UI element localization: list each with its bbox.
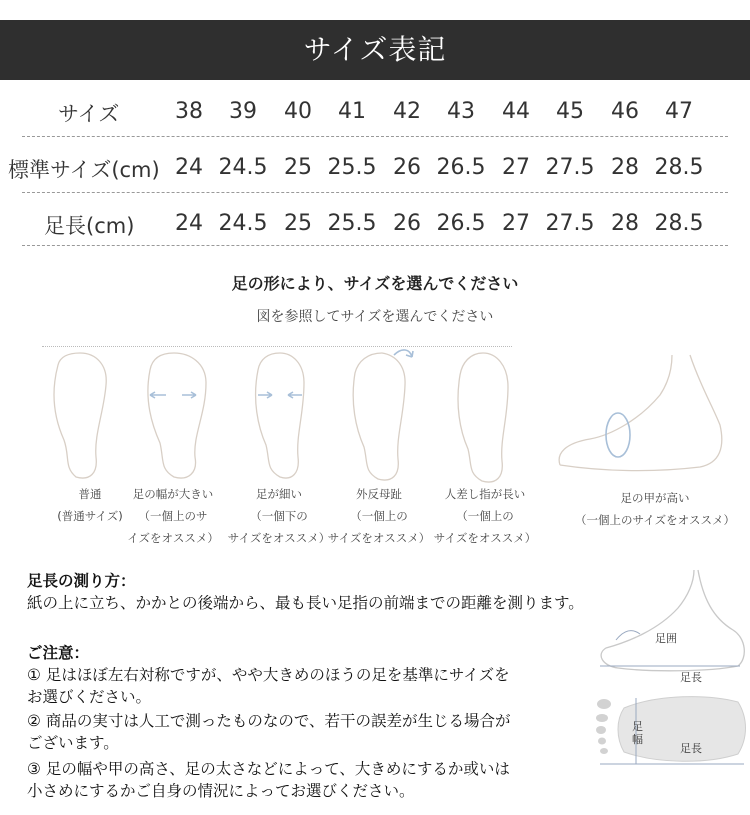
arrow-icon bbox=[258, 392, 272, 398]
notes-title: ご注意： bbox=[27, 644, 90, 662]
table-cell: 28.5 bbox=[654, 211, 704, 236]
table-cell: 26 bbox=[393, 211, 421, 236]
table-cell: 27 bbox=[502, 155, 530, 180]
divider bbox=[22, 192, 728, 193]
table-cell: 25.5 bbox=[327, 211, 377, 236]
arrow-icon bbox=[288, 392, 302, 398]
table-cell: 39 bbox=[229, 99, 257, 124]
table-cell: 47 bbox=[665, 99, 693, 124]
row-label: 標準サイズ(cm) bbox=[8, 158, 160, 182]
table-cell: 38 bbox=[175, 99, 203, 124]
note-line: ② 商品の実寸は人工で測ったものなので、若干の誤差が生じる場合が bbox=[27, 712, 511, 730]
page-title: サイズ表記 bbox=[0, 20, 750, 80]
arrow-icon bbox=[182, 392, 196, 398]
table-cell: 46 bbox=[611, 99, 639, 124]
table-cell: 44 bbox=[502, 99, 530, 124]
table-cell: 45 bbox=[556, 99, 584, 124]
foot-caption-narrow: 足が細い （一個下の サイズをオススメ） bbox=[227, 487, 331, 545]
foot-long-toe-icon bbox=[458, 353, 508, 482]
note-line: ① 足はほぼ左右対称ですが、やや大きめのほうの足を基準にサイズを bbox=[27, 666, 510, 684]
girth-label: 足囲 bbox=[655, 632, 677, 645]
table-cell: 42 bbox=[393, 99, 421, 124]
table-cell: 27.5 bbox=[545, 155, 595, 180]
arch-ellipse-icon bbox=[606, 413, 630, 457]
table-cell: 24.5 bbox=[218, 155, 268, 180]
table-cell: 40 bbox=[284, 99, 312, 124]
table-cell: 26.5 bbox=[436, 155, 486, 180]
foot-caption-normal: 普通 (普通サイズ) bbox=[57, 487, 123, 523]
foot-guide-subtitle: 図を参照してサイズを選んでください bbox=[256, 309, 494, 325]
foot-narrow-icon bbox=[256, 353, 304, 478]
row-label: サイズ bbox=[58, 102, 120, 126]
width-label: 足幅 bbox=[632, 720, 643, 746]
table-cell: 28 bbox=[611, 155, 639, 180]
table-cell: 26.5 bbox=[436, 211, 486, 236]
note-line: 小さめにするかご自身の情況によってお選びください。 bbox=[27, 782, 415, 800]
toe-icon bbox=[600, 748, 608, 754]
foot-normal-icon bbox=[54, 353, 106, 478]
table-row bbox=[0, 143, 750, 193]
side-foot-icon bbox=[601, 570, 744, 671]
measure-text: 紙の上に立ち、かかとの後端から、最も長い足指の前端までの距離を測ります。 bbox=[27, 594, 584, 612]
measurement-diagram bbox=[588, 568, 748, 788]
table-cell: 25.5 bbox=[327, 155, 377, 180]
table-cell: 28 bbox=[611, 211, 639, 236]
toe-icon bbox=[597, 699, 611, 709]
foot-guide-title: 足の形により、サイズを選んでください bbox=[231, 274, 519, 293]
table-cell: 27.5 bbox=[545, 211, 595, 236]
foot-caption-long-toe: 人差し指が長い （一個上の サイズをオススメ） bbox=[433, 487, 537, 545]
table-cell: 25 bbox=[284, 211, 312, 236]
table-cell: 24.5 bbox=[218, 211, 268, 236]
girth-arc-icon bbox=[616, 631, 640, 640]
foot-wide-icon bbox=[148, 353, 206, 478]
length-label-side: 足長 bbox=[680, 671, 702, 684]
table-cell: 24 bbox=[175, 155, 203, 180]
length-label-sole: 足長 bbox=[680, 742, 702, 755]
table-row bbox=[0, 198, 750, 248]
table-cell: 25 bbox=[284, 155, 312, 180]
note-line: お選びください。 bbox=[27, 688, 152, 706]
foot-caption-high-arch: 足の甲が高い （一個上のサイズをオススメ） bbox=[575, 491, 735, 527]
table-cell: 27 bbox=[502, 211, 530, 236]
bunion-arrow-icon bbox=[394, 350, 413, 357]
foot-bunion-icon bbox=[353, 353, 405, 480]
foot-high-arch-icon bbox=[559, 355, 722, 471]
foot-illustrations bbox=[0, 335, 750, 485]
row-label: 足長(cm) bbox=[44, 214, 135, 238]
toe-icon bbox=[596, 714, 608, 722]
divider bbox=[22, 245, 728, 246]
table-cell: 26 bbox=[393, 155, 421, 180]
table-cell: 43 bbox=[447, 99, 475, 124]
toe-icon bbox=[596, 726, 606, 734]
note-line: ございます。 bbox=[27, 734, 119, 752]
table-cell: 24 bbox=[175, 211, 203, 236]
measure-title: 足長の測り方： bbox=[27, 572, 136, 590]
divider bbox=[22, 136, 728, 137]
arrow-icon bbox=[150, 392, 166, 398]
foot-caption-wide: 足の幅が大きい （一個上のサ イズをオススメ） bbox=[127, 487, 219, 545]
foot-caption-bunion: 外反母趾 （一個上の サイズをオススメ） bbox=[327, 487, 431, 545]
note-line: ③ 足の幅や甲の高さ、足の太さなどによって、大きめにするか或いは bbox=[27, 760, 510, 778]
table-cell: 28.5 bbox=[654, 155, 704, 180]
table-cell: 41 bbox=[338, 99, 366, 124]
toe-icon bbox=[598, 738, 606, 745]
table-row bbox=[0, 88, 750, 138]
